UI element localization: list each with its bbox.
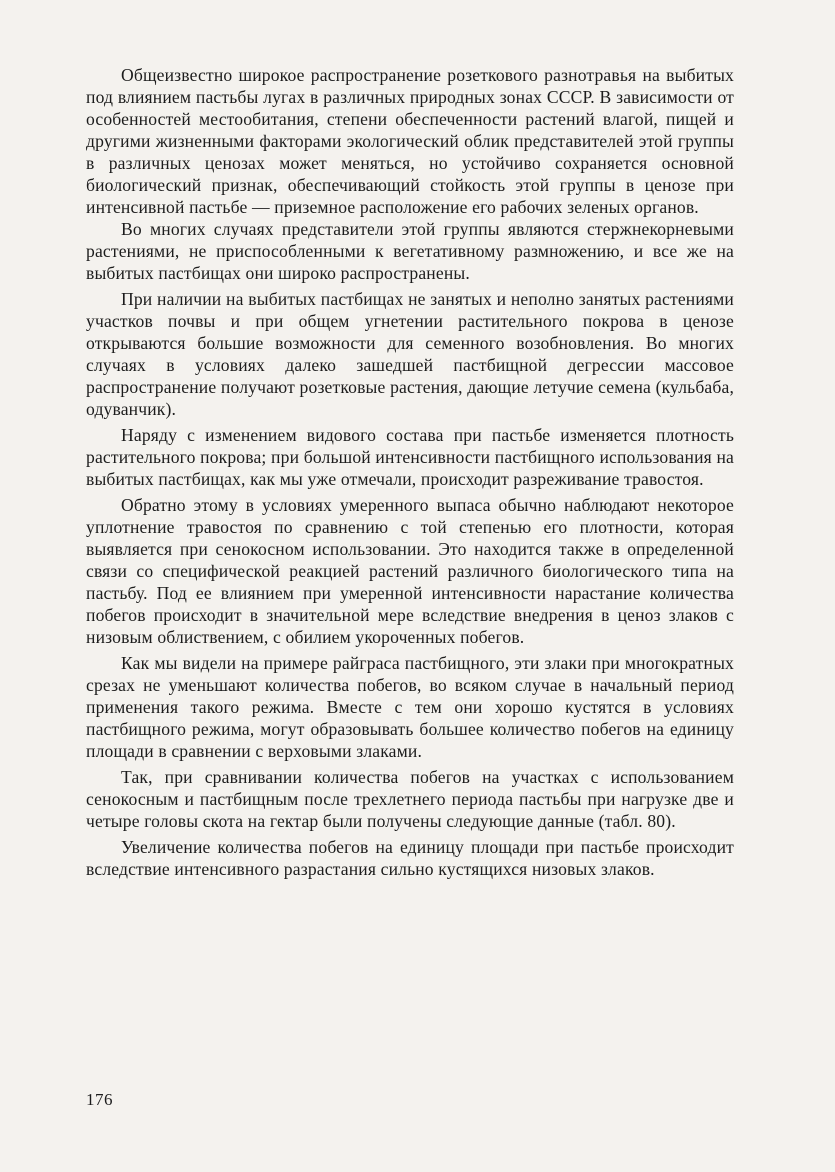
paragraph-4: Наряду с изменением видового состава при пастьбе изменяется плотность растительного покрова; при большой интенсивности пастбищного использования на выбитых пастбищах, как мы уже отмечали, происходит разреживание травостоя. <box>86 425 734 489</box>
paragraph-8: Увеличение количества побегов на единицу площади при пастьбе происходит вследствие интенсивного разрастания сильно кустящихся низовых злаков. <box>86 837 734 879</box>
paragraph-3: При наличии на выбитых пастбищах не занятых и неполно занятых растениями участков почвы и при общем угнетении растительного покрова в ценозе открываются большие возможности для семенного возобновления. Во многих случаях в условиях далеко зашедшей пастбищной дегрессии массовое распространение получают розетковые растения, дающие летучие семена (кульбаба, одуванчик). <box>86 289 734 419</box>
paragraph-2: Во многих случаях представители этой группы являются стержнекорневыми растениями, не приспособленными к вегетативному размножению, и все же на выбитых пастбищах они широко распространены. <box>86 219 734 283</box>
paragraph-1: Общеизвестно широкое распространение розеткового разнотравья на выбитых под влиянием пастьбы лугах в различных природных зонах СССР. В зависимости от особенностей местообитания, степени обеспеченности растений влагой, пищей и другими жизненными факторами экологический облик представителей этой группы в различных ценозах может меняться, но устойчиво сохраняется основной биологический признак, обеспечивающий стойкость этой группы в ценозе при интенсивной пастьбе — приземное расположение его рабочих зеленых органов. <box>86 65 734 217</box>
paragraph-5: Обратно этому в условиях умеренного выпаса обычно наблюдают некоторое уплотнение травостоя по сравнению с той степенью его плотности, которая выявляется при сенокосном использовании. Это находится также в определенной связи со специфической реакцией растений различного биологического типа на пастьбу. Под ее влиянием при умеренной интенсивности нарастание количества побегов происходит в значительной мере вследствие внедрения в ценоз злаков с низовым облиствением, с обилием укороченных побегов. <box>86 495 734 647</box>
paragraph-6: Как мы видели на примере райграса пастбищного, эти злаки при многократных срезах не уменьшают количества побегов, во всяком случае в начальный период применения такого режима. Вместе с тем они хорошо кустятся в условиях пастбищного режима, могут образовывать большее количество побегов на единицу площади в сравнении с верховыми злаками. <box>86 653 734 761</box>
paragraph-7: Так, при сравнивании количества побегов на участках с использованием сенокосным и пастбищным после трехлетнего периода пастьбы при нагрузке две и четыре головы скота на гектар были получены следующие данные (табл. 80). <box>86 767 734 831</box>
page-number: 176 <box>86 1090 113 1109</box>
document-page <box>86 64 734 884</box>
